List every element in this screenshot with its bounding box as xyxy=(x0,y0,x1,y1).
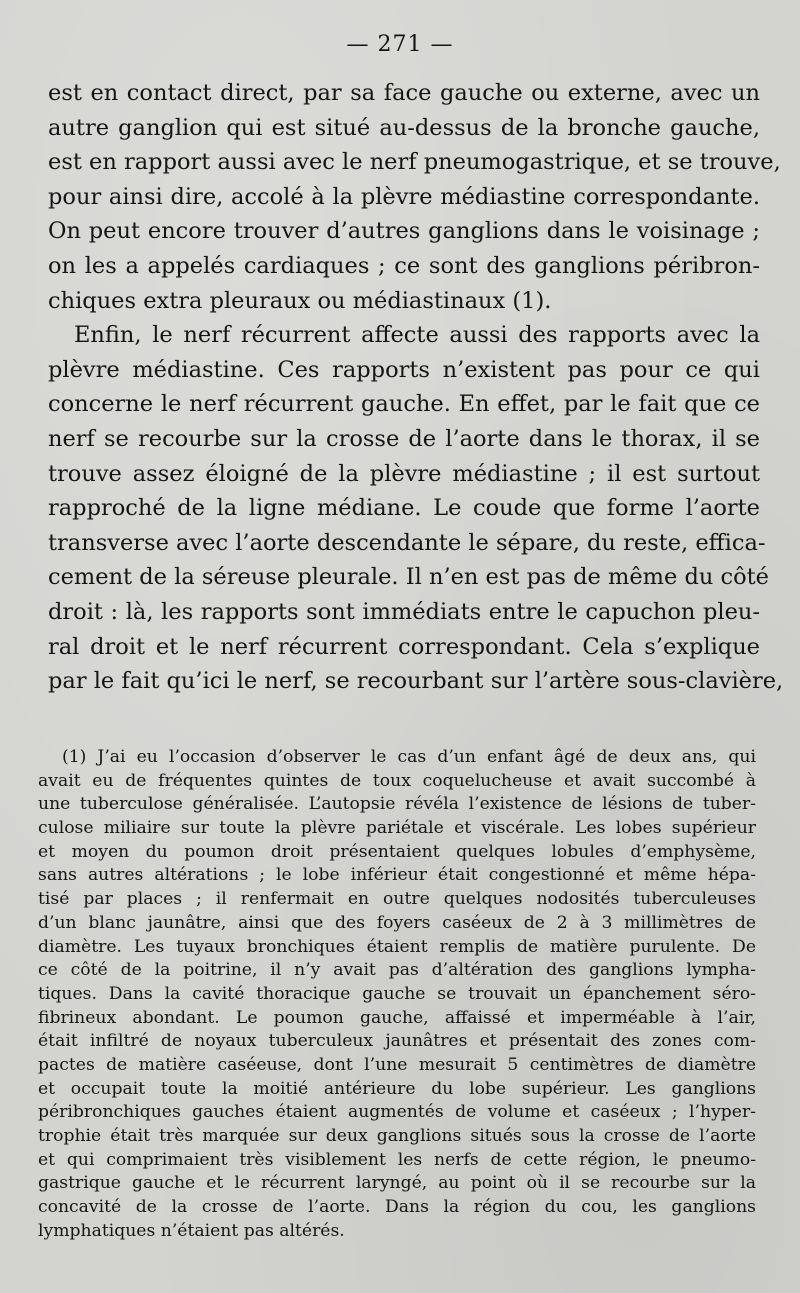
body-line: nerf se recourbe sur la crosse de l’aorte dans le thorax, il se xyxy=(48,425,760,452)
footnote-line: diamètre. Les tuyaux bronchiques étaient remplis de matière purulente. De xyxy=(38,936,756,957)
body-line: transverse avec l’aorte descendante le sépare, du reste, effica- xyxy=(48,529,766,556)
footnote-line: concavité de la crosse de l’aorte. Dans la région du cou, les ganglions xyxy=(38,1197,756,1218)
footnote-line: trophie était très marquée sur deux ganglions situés sous la crosse de l’aorte xyxy=(38,1126,756,1146)
footnote-line: était infiltré de noyaux tuberculeux jaunâtres et présentait des zones com- xyxy=(38,1031,756,1052)
body-line: droit : là, les rapports sont immédiats entre le capuchon pleu- xyxy=(48,598,760,625)
body-line: est en rapport aussi avec le nerf pneumogastrique, et se trouve, xyxy=(48,149,781,176)
footnote-line: gastrique gauche et le récurrent laryngé, au point où il se recourbe sur la xyxy=(38,1173,756,1194)
main-text-block xyxy=(48,76,784,699)
footnote-line: (1) J’ai eu l’occasion d’observer le cas d’un enfant âgé de deux ans, qui xyxy=(62,747,756,767)
footnote-line: d’un blanc jaunâtre, ainsi que des foyers caséeux de 2 à 3 millimètres de xyxy=(38,912,756,933)
body-line: chiques extra pleuraux ou médiastinaux (1). xyxy=(48,287,552,314)
body-line: par le fait qu’ici le nerf, se recourbant sur l’artère sous-clavière, xyxy=(48,668,784,695)
body-line: plèvre médiastine. Ces rapports n’existent pas pour ce qui xyxy=(48,356,760,383)
body-line: pour ainsi dire, accolé à la plèvre médiastine correspondante. xyxy=(48,183,760,210)
footnote-line: tisé par places ; il renfermait en outre quelques nodosités tuberculeuses xyxy=(38,889,756,910)
footnote-line: sans autres altérations ; le lobe inférieur était congestionné et même hépa- xyxy=(38,865,756,886)
footnote-block xyxy=(38,746,756,1243)
footnote-line: tiques. Dans la cavité thoracique gauche se trouvait un épanchement séro- xyxy=(38,983,756,1004)
body-line: est en contact direct, par sa face gauche ou externe, avec un xyxy=(48,80,760,106)
body-line: concerne le nerf récurrent gauche. En effet, par le fait que ce xyxy=(48,391,760,418)
body-line: rapproché de la ligne médiane. Le coude que forme l’aorte xyxy=(48,495,760,522)
body-line: trouve assez éloigné de la plèvre médiastine ; il est surtout xyxy=(48,460,760,487)
footnote-line: lymphatiques n’étaient pas altérés. xyxy=(38,1220,345,1241)
footnote-line: péribronchiques gauches étaient augmentés de volume et caséeux ; l’hyper- xyxy=(38,1102,756,1123)
body-line: On peut encore trouver d’autres ganglions dans le voisinage ; xyxy=(48,218,760,245)
footnote-line: ce côté de la poitrine, il n’y avait pas d’altération des ganglions lympha- xyxy=(38,960,756,981)
footnote-line: et occupait toute la moitié antérieure du lobe supérieur. Les ganglions xyxy=(38,1078,756,1099)
footnote-line: fibrineux abondant. Le poumon gauche, affaissé et imperméable à l’air, xyxy=(38,1007,756,1028)
body-line: autre ganglion qui est situé au-dessus de la bronche gauche, xyxy=(48,114,760,141)
page-number: — 271 — xyxy=(346,32,454,57)
body-line: on les a appelés cardiaques ; ce sont des ganglions péribron- xyxy=(48,252,760,279)
footnote-line: et qui comprimaient très visiblement les nerfs de cette région, le pneumo- xyxy=(38,1149,756,1170)
body-line: cement de la séreuse pleurale. Il n’en est pas de même du côté xyxy=(48,564,769,591)
body-line: ral droit et le nerf récurrent correspondant. Cela s’explique xyxy=(48,633,760,660)
footnote-line: culose miliaire sur toute la plèvre pariétale et viscérale. Les lobes supérieur xyxy=(38,818,756,839)
footnote-line: avait eu de fréquentes quintes de toux coquelucheuse et avait succombé à xyxy=(38,770,756,791)
footnote-line: et moyen du poumon droit présentaient quelques lobules d’emphysème, xyxy=(38,841,756,862)
body-line: Enfin, le nerf récurrent affecte aussi des rapports avec la xyxy=(74,322,760,349)
footnote-line: une tuberculose généralisée. L’autopsie révéla l’existence de lésions de tuber- xyxy=(38,794,756,815)
footnote-line: pactes de matière caséeuse, dont l’une mesurait 5 centimètres de diamètre xyxy=(38,1054,756,1075)
